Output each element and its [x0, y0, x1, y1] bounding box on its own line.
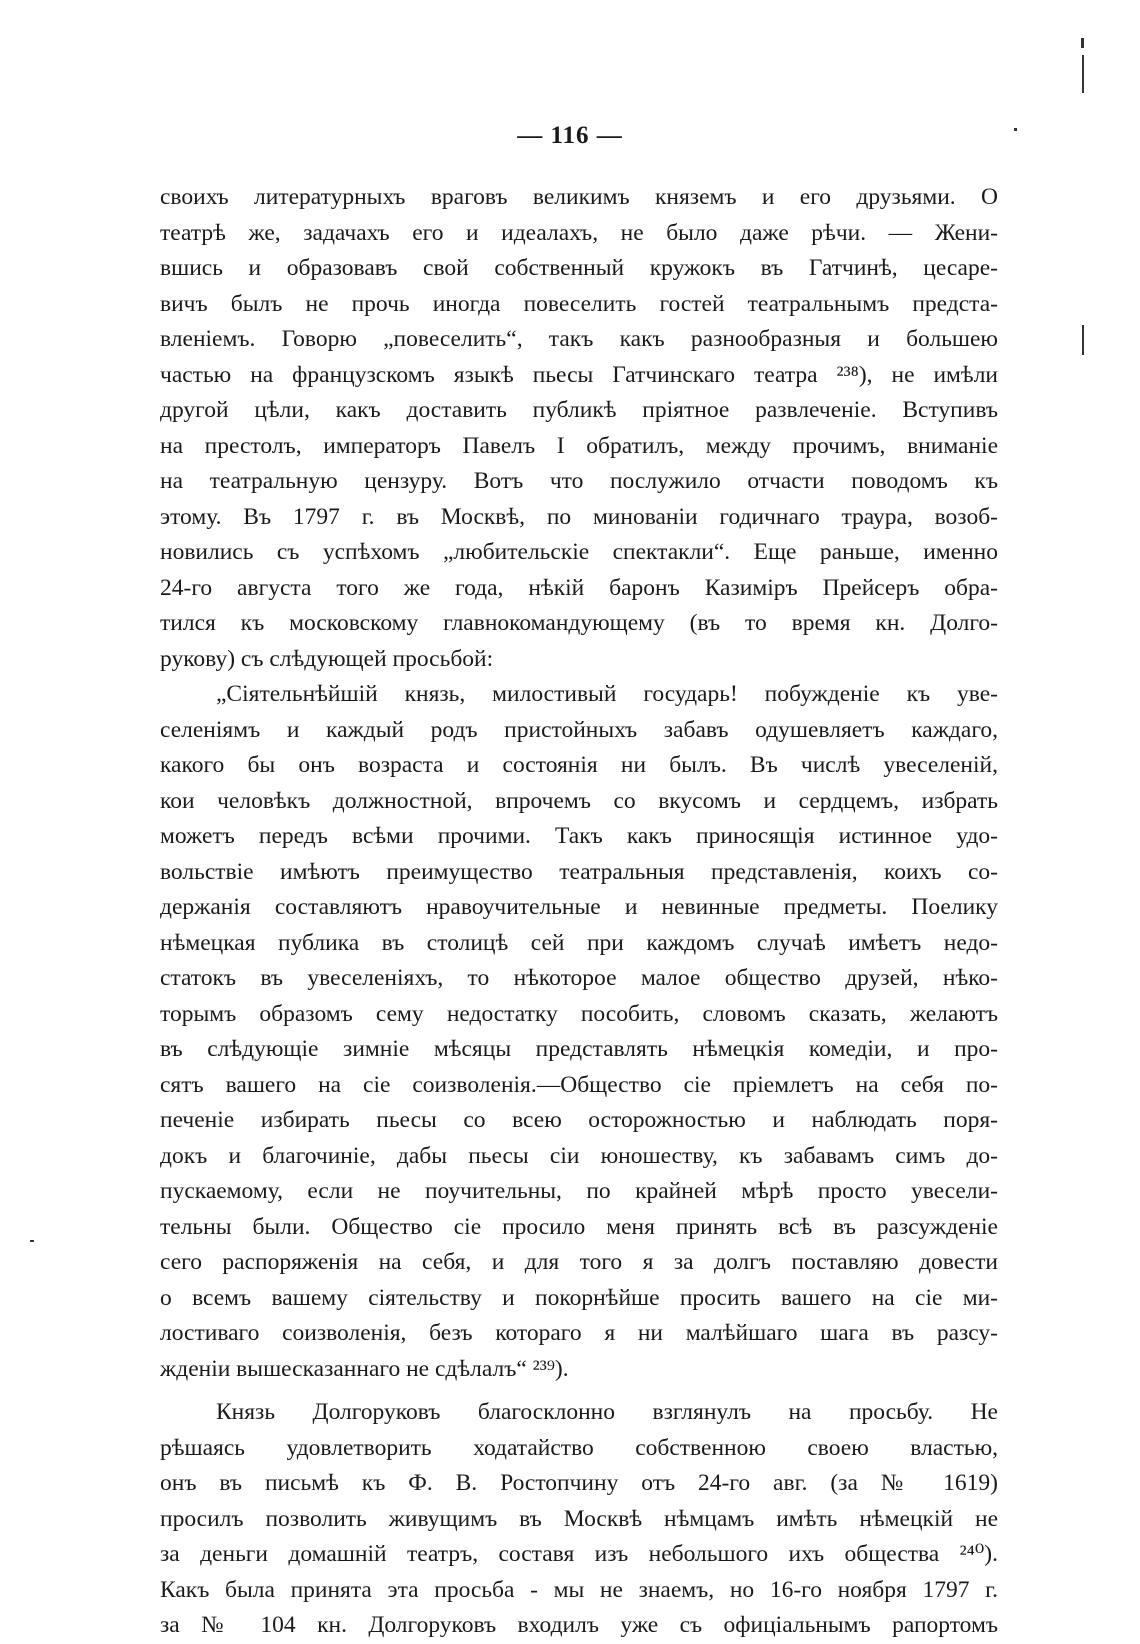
document-body — [160, 180, 998, 1644]
text-line: своихъ литературныхъ враговъ великимъ княземъ и его друзьями. О — [160, 184, 998, 210]
text-line: на престолъ, императоръ Павелъ I обратилъ, между прочимъ, вниманіе — [160, 432, 998, 459]
text-line: можетъ передъ всѣми прочими. Такъ какъ приносящія истинное удо- — [160, 823, 998, 849]
text-line: тельны были. Общество сіе просило меня принять всѣ въ разсужденіе — [160, 1213, 998, 1240]
text-line: новились съ успѣхомъ „любительскіе спектакли“. Еще раньше, именно — [160, 539, 998, 565]
text-line: жденіи вышесказаннаго не сдѣлалъ“ ²³⁹). — [160, 1355, 569, 1382]
text-line: докъ и благочиніе, дабы пьесы сіи юношеству, къ забавамъ симъ до- — [160, 1142, 998, 1169]
text-line: театрѣ же, задачахъ его и идеалахъ, не было даже рѣчи. — Жени- — [160, 219, 998, 246]
text-line: сятъ вашего на сіе соизволенія.—Общество сіе пріемлетъ на себя по- — [160, 1071, 998, 1098]
text-line: онъ въ письмѣ къ Ф. В. Ростопчину отъ 24-го авг. (за № 1619) — [160, 1470, 998, 1496]
text-line: вольствіе имѣютъ преимущество театральныя представленія, коихъ со- — [160, 858, 998, 885]
scan-mark — [1081, 38, 1084, 48]
text-line: въ слѣдующіе зимніе мѣсяцы представлять нѣмецкія комедіи, и про- — [160, 1036, 998, 1062]
paragraph-continuation — [160, 180, 998, 677]
text-line: 24-го августа того же года, нѣкій баронъ Казиміръ Прейсеръ обра- — [160, 574, 998, 601]
scan-mark — [1082, 55, 1084, 93]
text-line: просилъ позволить живущимъ въ Москвѣ нѣмцамъ имѣть нѣмецкій не — [160, 1505, 998, 1532]
text-line: за № 104 кн. Долгоруковъ входилъ уже съ офиціальнымъ рапортомъ — [160, 1612, 998, 1638]
text-line: торымъ образомъ сему недостатку пособить, словомъ сказать, желаютъ — [160, 1000, 998, 1027]
text-line: статокъ въ увеселеніяхъ, то нѣкоторое малое общество друзей, нѣко- — [160, 965, 998, 991]
page-number: — 116 — — [517, 122, 623, 149]
text-line: какого бы онъ возраста и состоянія ни былъ. Въ числѣ увеселеній, — [160, 752, 998, 778]
text-line: печеніе избирать пьесы со всею осторожностью и наблюдать поря- — [160, 1107, 998, 1133]
text-line: селеніямъ и каждый родъ пристойныхъ забавъ одушевляетъ каждаго, — [160, 716, 998, 743]
text-line: „Сіятельнѣйшій князь, милостивый государь! побужденіе къ уве- — [216, 681, 998, 707]
text-line: о всемъ вашему сіятельству и покорнѣйше просить вашего на сіе ми- — [160, 1284, 998, 1311]
text-line: на театральную цензуру. Вотъ что послужило отчасти поводомъ къ — [160, 468, 998, 494]
text-line: нѣмецкая публика въ столицѣ сей при каждомъ случаѣ имѣетъ недо- — [160, 929, 998, 956]
text-line: вленіемъ. Говорю „повеселить“, такъ какъ разнообразныя и большею — [160, 326, 998, 352]
text-line: этому. Въ 1797 г. въ Москвѣ, по минованіи годичнаго траура, возоб- — [160, 503, 998, 530]
scan-mark — [30, 1240, 34, 1242]
scan-mark — [1082, 325, 1084, 355]
text-line: кои человѣкъ должностной, впрочемъ со вкусомъ и сердцемъ, избрать — [160, 787, 998, 814]
text-line: вшись и образовавъ свой собственный кружокъ въ Гатчинѣ, цесаре- — [160, 255, 998, 281]
text-line: тился къ московскому главнокомандующему (въ то время кн. Долго- — [160, 610, 998, 636]
paragraph — [160, 1395, 998, 1644]
text-line: лостиваго соизволенія, безъ котораго я ни малѣйшаго шага въ разсу- — [160, 1320, 998, 1346]
text-line: рукову) съ слѣдующей просьбой: — [160, 645, 494, 672]
text-line: другой цѣли, какъ доставить публикѣ пріятное развлеченіе. Вступивъ — [160, 397, 998, 423]
text-line: рѣшаясь удовлетворить ходатайство собственною своею властью, — [160, 1434, 998, 1461]
text-line: пускаемому, если не поучительны, по крайней мѣрѣ просто увесели- — [160, 1178, 998, 1204]
quoted-letter — [160, 677, 998, 1387]
text-line: Какъ была принята эта просьба - мы не знаемъ, но 16-го ноября 1797 г. — [160, 1576, 998, 1603]
text-line: Князь Долгоруковъ благосклонно взглянулъ на просьбу. Не — [216, 1399, 998, 1425]
text-line: вичъ былъ не прочь иногда повеселить гостей театральнымъ предста- — [160, 290, 998, 317]
text-line: держанія составляютъ нравоучительные и невинные предметы. Поелику — [160, 894, 998, 920]
scan-mark — [1014, 128, 1017, 131]
text-line: частью на французскомъ языкѣ пьесы Гатчинскаго театра ²³⁸), не имѣли — [160, 361, 998, 388]
text-line: сего распоряженія на себя, и для того я за долгъ поставляю довести — [160, 1249, 998, 1275]
text-line: за деньги домашній театръ, составя изъ небольшого ихъ общества ²⁴⁰). — [160, 1541, 998, 1567]
